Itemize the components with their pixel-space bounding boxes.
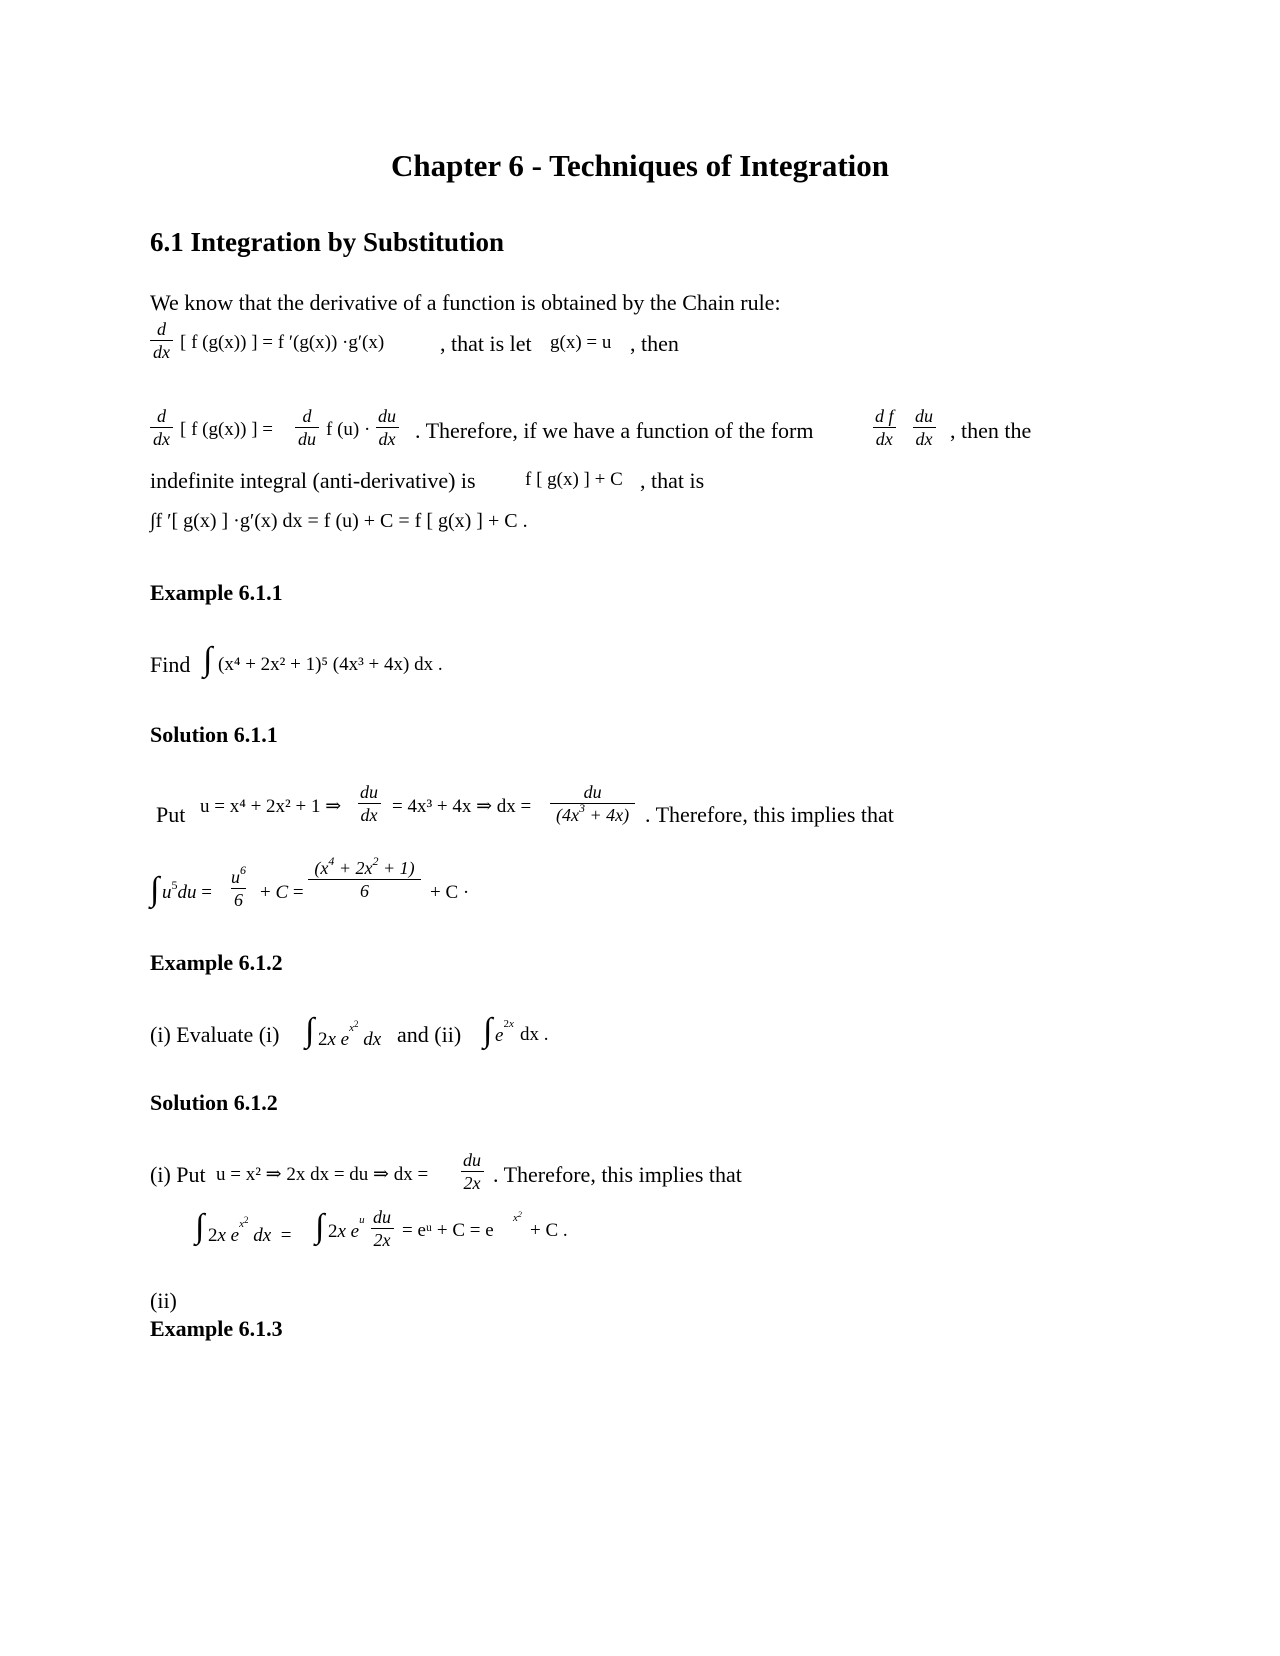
integral-sign: ∫ (203, 641, 213, 678)
rhs-integrand: 2x $e^u$ (328, 1214, 365, 1242)
result-tail: + C · (430, 882, 470, 903)
f-of-u: f (u) · (326, 419, 371, 440)
chain-rule-expression: [ f (g(x)) ] = f ′(g(x)) ·g′(x) (180, 332, 385, 353)
plus-c: + C = (260, 882, 304, 903)
chapter-title: Chapter 6 - Techniques of Integration (390, 148, 890, 183)
evaluate-text: (i) Evaluate (i) (150, 1022, 280, 1047)
du-equation: = 4x³ + 4x ⇒ dx = (392, 796, 532, 817)
result-fraction: $\frac{(x^4 + 2x^2 + 1)}{6}$ (308, 857, 421, 902)
u6-over-6: $\frac{u^6}{6}$ (231, 863, 246, 910)
integral-identity: ∫f ′[ g(x) ] ·g′(x) dx = f (u) + C = f [ g(x) ] + C . (150, 510, 528, 532)
example-6-1-1-heading: Example 6.1.1 (150, 580, 283, 605)
find-label: Find (150, 652, 191, 677)
x-squared-exponent: $x^2$ (513, 1210, 522, 1224)
indefinite-text: indefinite integral (anti-derivative) is (150, 468, 476, 493)
then-the-text: , then the (950, 418, 1032, 443)
integral-sign-6: ∫ (315, 1208, 325, 1245)
put-label-2: (i) Put (150, 1162, 206, 1187)
result-expression: = eᵘ + C = e (402, 1220, 494, 1241)
part-ii-label: (ii) (150, 1288, 177, 1313)
put-label: Put (156, 802, 186, 827)
integral-sign-4: ∫ (483, 1012, 493, 1049)
section-title: 6.1 Integration by Substitution (150, 227, 505, 257)
therefore-text: . Therefore, if we have a function of the form (415, 418, 814, 443)
dx-fraction: $\frac{du}{(4x^3 + 4x)}$ (550, 781, 635, 826)
integral-ii-tail: dx . (520, 1024, 549, 1045)
intro-paragraph: We know that the derivative of a function is obtained by the Chain rule: (150, 290, 781, 315)
integral-sign-2: ∫ (150, 871, 160, 908)
u-definition: u = x⁴ + 2x² + 1 ⇒ (200, 796, 342, 817)
du-over-2x-2: $\frac{du}{2x}$ (370, 1206, 394, 1251)
du-dx-fraction-2: $\frac{du}{dx}$ (912, 405, 936, 450)
u-definition-2: u = x² ⇒ 2x dx = du ⇒ dx = (216, 1164, 429, 1185)
du-dx-fraction-3: $\frac{du}{dx}$ (357, 781, 381, 826)
indefinite-expression: f [ g(x) ] + C (525, 469, 623, 490)
example-6-1-2-heading: Example 6.1.2 (150, 950, 283, 975)
du-dx-fraction: $\frac{du}{dx}$ (375, 405, 399, 450)
d-du-fraction: $\frac{d}{du}$ (295, 405, 319, 450)
df-dx-fraction: $\frac{\text{d f}}{dx}$ (872, 405, 897, 450)
let-expression: g(x) = u (550, 332, 612, 353)
d-dx-fraction-2: $\frac{d}{dx}$ (150, 405, 173, 450)
result-end: + C . (530, 1220, 568, 1241)
solution-6-1-1-heading: Solution 6.1.1 (150, 722, 278, 747)
solution-6-1-2-conclusion: . Therefore, this implies that (493, 1162, 742, 1187)
chain-rule-then: , then (630, 331, 679, 356)
bracket-expression: [ f (g(x)) ] = (180, 419, 274, 440)
lhs-integrand: 2x $e^{x^2}$ dx = (208, 1215, 292, 1246)
solution-6-1-2-heading: Solution 6.1.2 (150, 1090, 278, 1115)
u5-du: $u^5du$ = (162, 878, 212, 903)
and-ii-text: and (ii) (397, 1022, 462, 1047)
integral-ii-expr: $e^{2x}$ (495, 1018, 514, 1046)
solution-6-1-1-conclusion: . Therefore, this implies that (645, 802, 894, 827)
integral-sign-3: ∫ (305, 1012, 315, 1049)
example-6-1-1-expression: (x⁴ + 2x² + 1)⁵ (4x³ + 4x) dx . (218, 654, 443, 675)
that-is-text: , that is (640, 468, 705, 493)
d-dx-fraction: $\frac{d}{dx}$ (150, 318, 173, 363)
integral-sign-5: ∫ (195, 1208, 205, 1245)
chain-rule-text: , that is let (440, 331, 532, 356)
du-over-2x: $\frac{du}{2x}$ (460, 1149, 484, 1194)
integral-i-expr: 2x $e^{x^2}$ dx (318, 1019, 382, 1050)
example-6-1-3-heading: Example 6.1.3 (150, 1316, 283, 1341)
